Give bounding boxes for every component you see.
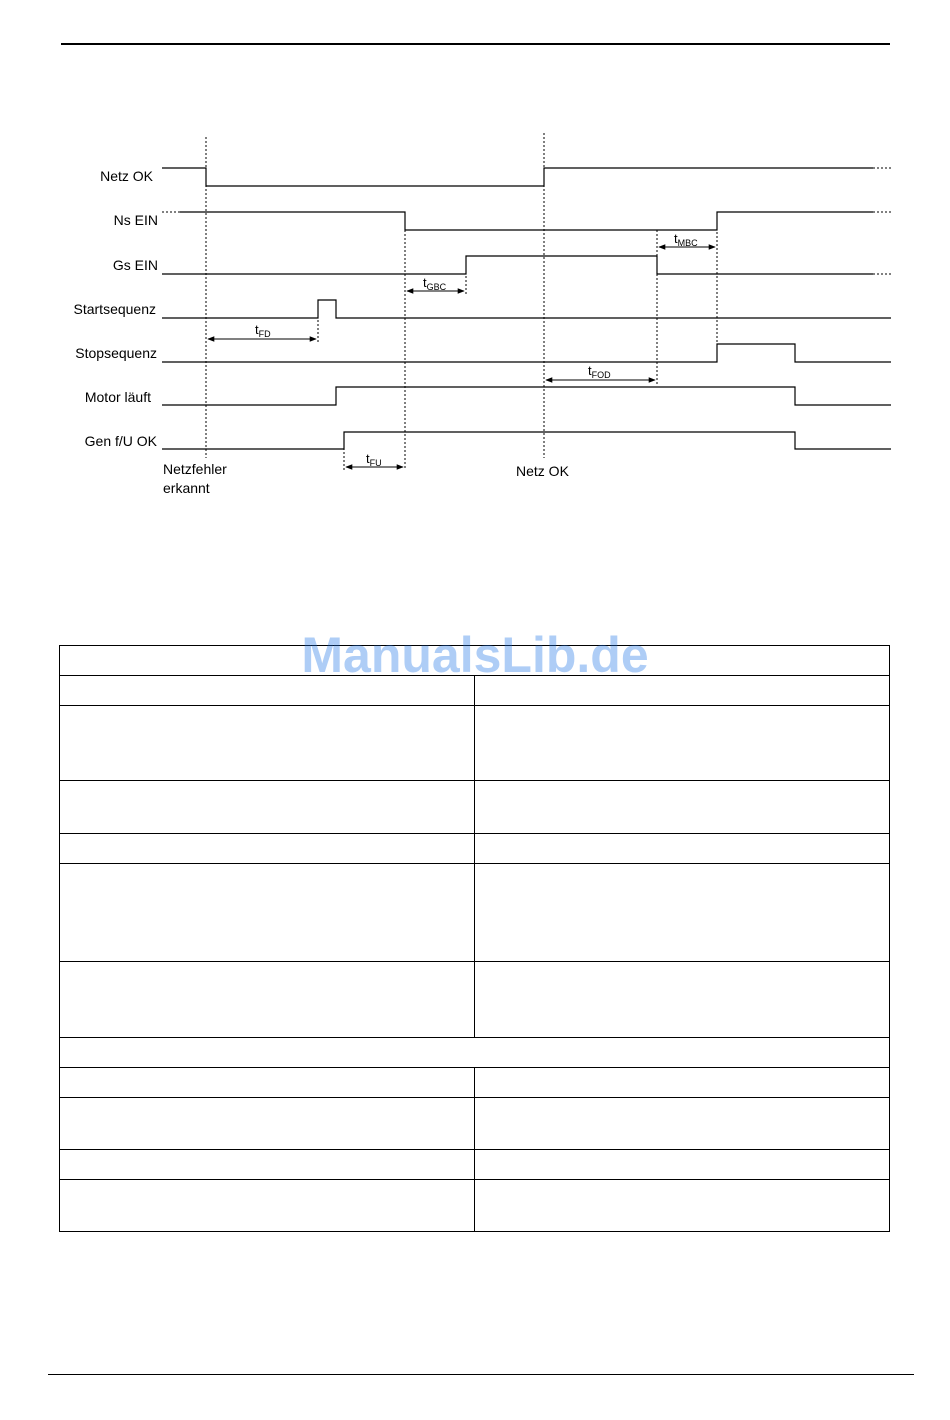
table-row bbox=[60, 1150, 890, 1180]
signal-label-motor-laeuft: Motor läuft bbox=[84, 389, 151, 405]
signal-label-stopsequenz: Stopsequenz bbox=[75, 345, 157, 361]
table-row bbox=[60, 706, 890, 781]
signal-label-gen-fu-ok: Gen f/U OK bbox=[84, 433, 157, 449]
signal-label-ns-ein: Ns EIN bbox=[113, 212, 158, 228]
label-tfod: tFOD bbox=[588, 363, 611, 380]
parameter-table bbox=[59, 645, 890, 1232]
waveform-ns-ein bbox=[180, 212, 873, 230]
signal-label-netz-ok: Netz OK bbox=[100, 168, 153, 184]
caption-failure-detected-line1: Netzfehler bbox=[163, 461, 227, 477]
footer-rule bbox=[48, 1374, 914, 1375]
table-row bbox=[60, 962, 890, 1038]
label-tmbc: tMBC bbox=[674, 231, 698, 248]
label-tfu: tFU bbox=[366, 451, 382, 468]
table-section-row bbox=[60, 646, 890, 676]
waveform-startsequenz bbox=[162, 300, 891, 318]
timing-diagram bbox=[0, 0, 950, 520]
signal-label-startsequenz: Startsequenz bbox=[73, 301, 156, 317]
table-row bbox=[60, 781, 890, 834]
waveform-gs-ein bbox=[162, 256, 873, 274]
label-tgbc: tGBC bbox=[423, 275, 447, 292]
table-row bbox=[60, 676, 890, 706]
table-row bbox=[60, 1180, 890, 1232]
table-row bbox=[60, 864, 890, 962]
table-row bbox=[60, 1068, 890, 1098]
table-row bbox=[60, 834, 890, 864]
waveform-gen-fu-ok bbox=[162, 432, 891, 449]
table-section-row bbox=[60, 1038, 890, 1068]
table-row bbox=[60, 1098, 890, 1150]
waveform-motor-laeuft bbox=[162, 387, 891, 405]
watermark: ManualsLib.de bbox=[301, 627, 649, 683]
caption-failure-detected-line2: erkannt bbox=[163, 480, 210, 496]
signal-label-gs-ein: Gs EIN bbox=[112, 257, 158, 273]
caption-mains-ok: Netz OK bbox=[516, 463, 569, 479]
waveform-netz-ok bbox=[162, 168, 873, 186]
waveform-stopsequenz bbox=[162, 344, 891, 362]
label-tfd: tFD bbox=[255, 322, 271, 339]
